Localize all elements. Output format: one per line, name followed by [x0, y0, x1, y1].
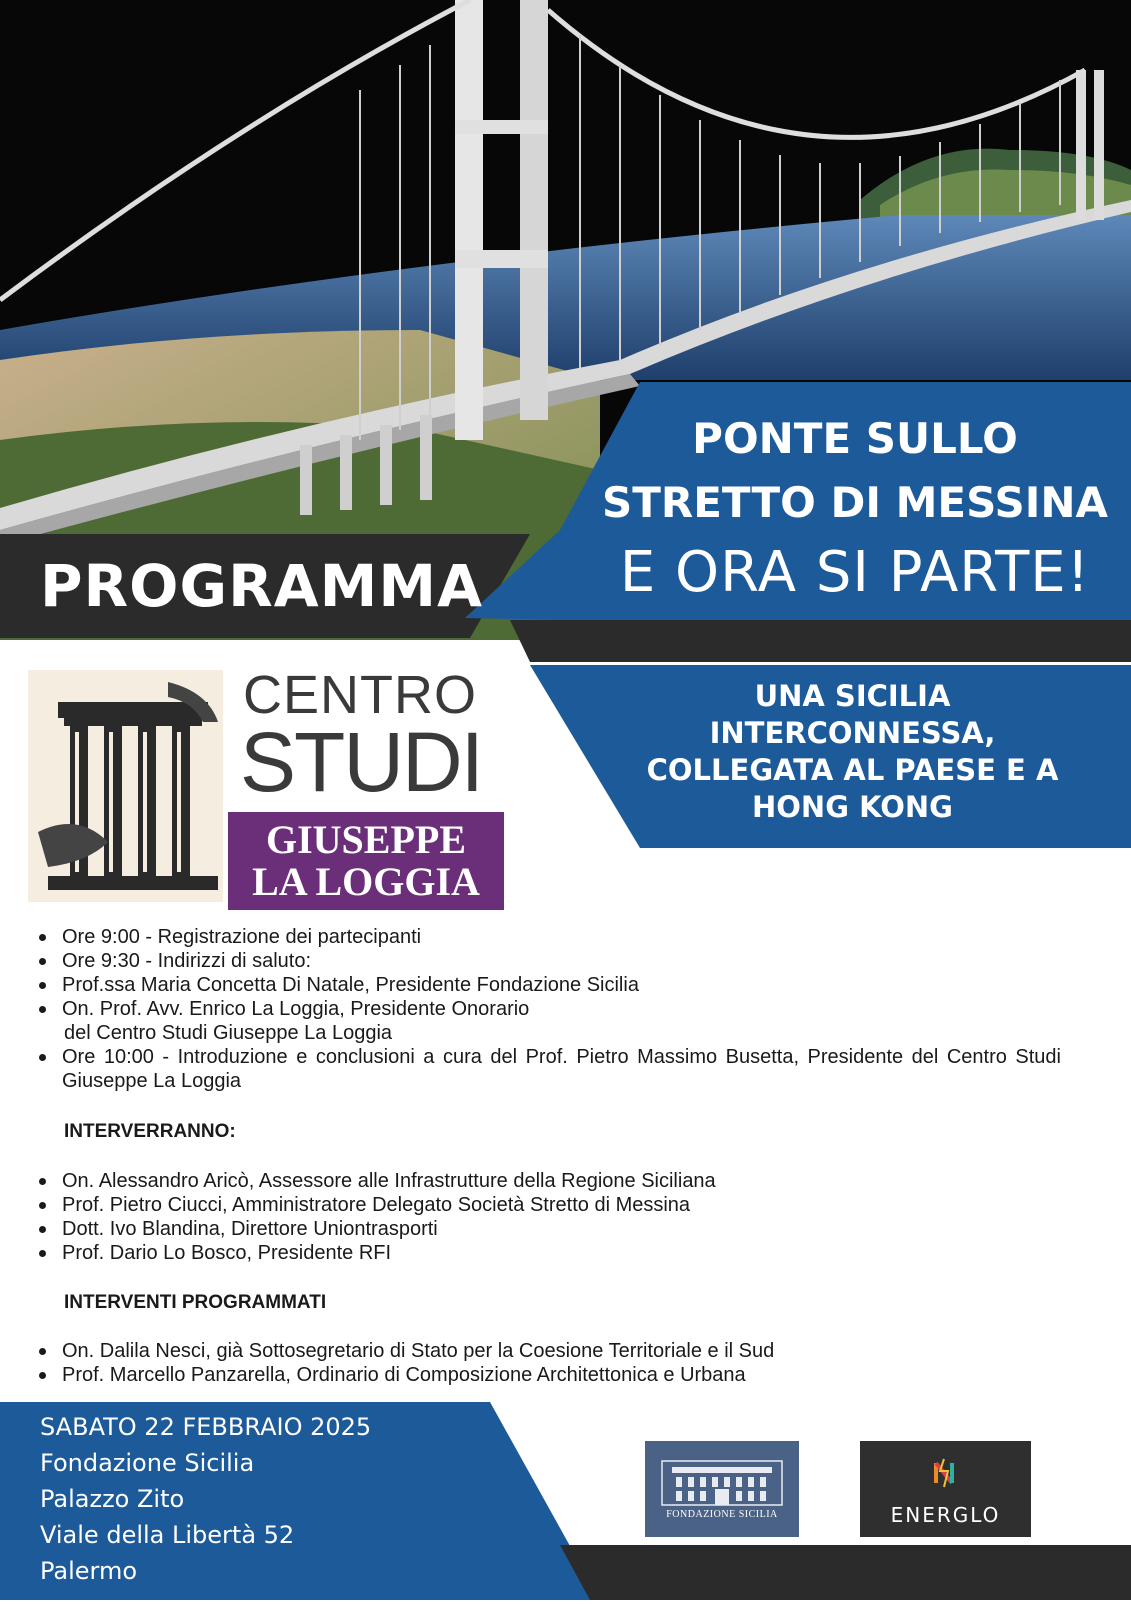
- list-item: On. Alessandro Aricò, Assessore alle Infrastrutture della Regione Siciliana: [36, 1169, 1061, 1193]
- list-item-continuation: del Centro Studi Giuseppe La Loggia: [64, 1022, 393, 1044]
- planned-list: [36, 1339, 1061, 1387]
- list-item: Ore 9:00 - Registrazione dei partecipanti: [36, 925, 1061, 949]
- logo-word-centro: CENTRO: [243, 665, 477, 725]
- event-title-line3: E ORA SI PARTE!: [619, 540, 1091, 605]
- bullet-icon: [39, 1006, 46, 1013]
- centro-studi-logo: [18, 662, 493, 910]
- list-item: On. Dalila Nesci, già Sottosegretario di Stato per la Coesione Territoriale e il Sud: [36, 1339, 1061, 1363]
- list-item: On. Prof. Avv. Enrico La Loggia, Presidente Onorario: [36, 997, 1061, 1021]
- bullet-icon: [39, 934, 46, 941]
- list-item: Prof. Dario Lo Bosco, Presidente RFI: [36, 1241, 1061, 1265]
- list-item: Dott. Ivo Blandina, Direttore Uniontrasporti: [36, 1217, 1061, 1241]
- temple-ruins-icon: [18, 662, 228, 910]
- bullet-icon: [39, 958, 46, 965]
- energlo-logo: [860, 1441, 1031, 1537]
- logo-name-first: GIUSEPPE: [265, 817, 467, 862]
- list-item: Ore 9:30 - Indirizzi di saluto:: [36, 949, 1061, 973]
- bullet-icon: [39, 1202, 46, 1209]
- bullet-icon: [39, 982, 46, 989]
- logo-name-box: [228, 812, 504, 910]
- event-title-line2: STRETTO DI MESSINA: [601, 478, 1108, 527]
- event-subtitle: UNA SICILIA INTERCONNESSA, COLLEGATA AL PAESE E A HONG KONG: [646, 679, 1059, 824]
- bullet-icon: [39, 1250, 46, 1257]
- list-item: Prof.ssa Maria Concetta Di Natale, Presidente Fondazione Sicilia: [36, 973, 1061, 997]
- logo-word-studi: STUDI: [240, 715, 482, 809]
- list-item: Prof. Marcello Panzarella, Ordinario di Composizione Architettonica e Urbana: [36, 1363, 1061, 1387]
- fondazione-sicilia-logo: [645, 1441, 799, 1537]
- list-item: Ore 10:00 - Introduzione e conclusioni a cura del Prof. Pietro Massimo Busetta, Presidente del Centro Studi Giuseppe La Loggia: [36, 1045, 1061, 1093]
- event-city: Palermo: [40, 1557, 138, 1585]
- event-street: Viale della Libertà 52: [40, 1521, 295, 1549]
- dark-stripe: [510, 620, 1131, 662]
- bullet-icon: [39, 1372, 46, 1379]
- event-title-line1: PONTE SULLO: [692, 414, 1018, 463]
- logo-name-last: LA LOGGIA: [252, 859, 480, 904]
- event-building: Palazzo Zito: [40, 1485, 185, 1513]
- energlo-label: ENERGLO: [890, 1503, 1001, 1527]
- bullet-icon: [39, 1054, 46, 1061]
- palazzo-icon: [645, 1441, 799, 1511]
- bullet-icon: [39, 1348, 46, 1355]
- speakers-list: [36, 1169, 1061, 1265]
- event-date: SABATO 22 FEBBRAIO 2025: [40, 1413, 372, 1441]
- list-item: Prof. Pietro Ciucci, Amministratore Delegato Società Stretto di Messina: [36, 1193, 1061, 1217]
- planned-heading: INTERVENTI PROGRAMMATI: [64, 1292, 327, 1313]
- program-list: [36, 925, 1061, 1093]
- energlo-mark-icon: [860, 1441, 1031, 1501]
- event-venue: Fondazione Sicilia: [40, 1449, 255, 1477]
- fondazione-sicilia-label: FONDAZIONE SICILIA: [666, 1509, 778, 1520]
- bullet-icon: [39, 1178, 46, 1185]
- event-details: [40, 1409, 371, 1589]
- footer-dark-stripe: [560, 1545, 1131, 1600]
- speakers-heading: INTERVERRANNO:: [64, 1121, 236, 1142]
- bullet-icon: [39, 1226, 46, 1233]
- programma-label: PROGRAMMA: [40, 552, 483, 620]
